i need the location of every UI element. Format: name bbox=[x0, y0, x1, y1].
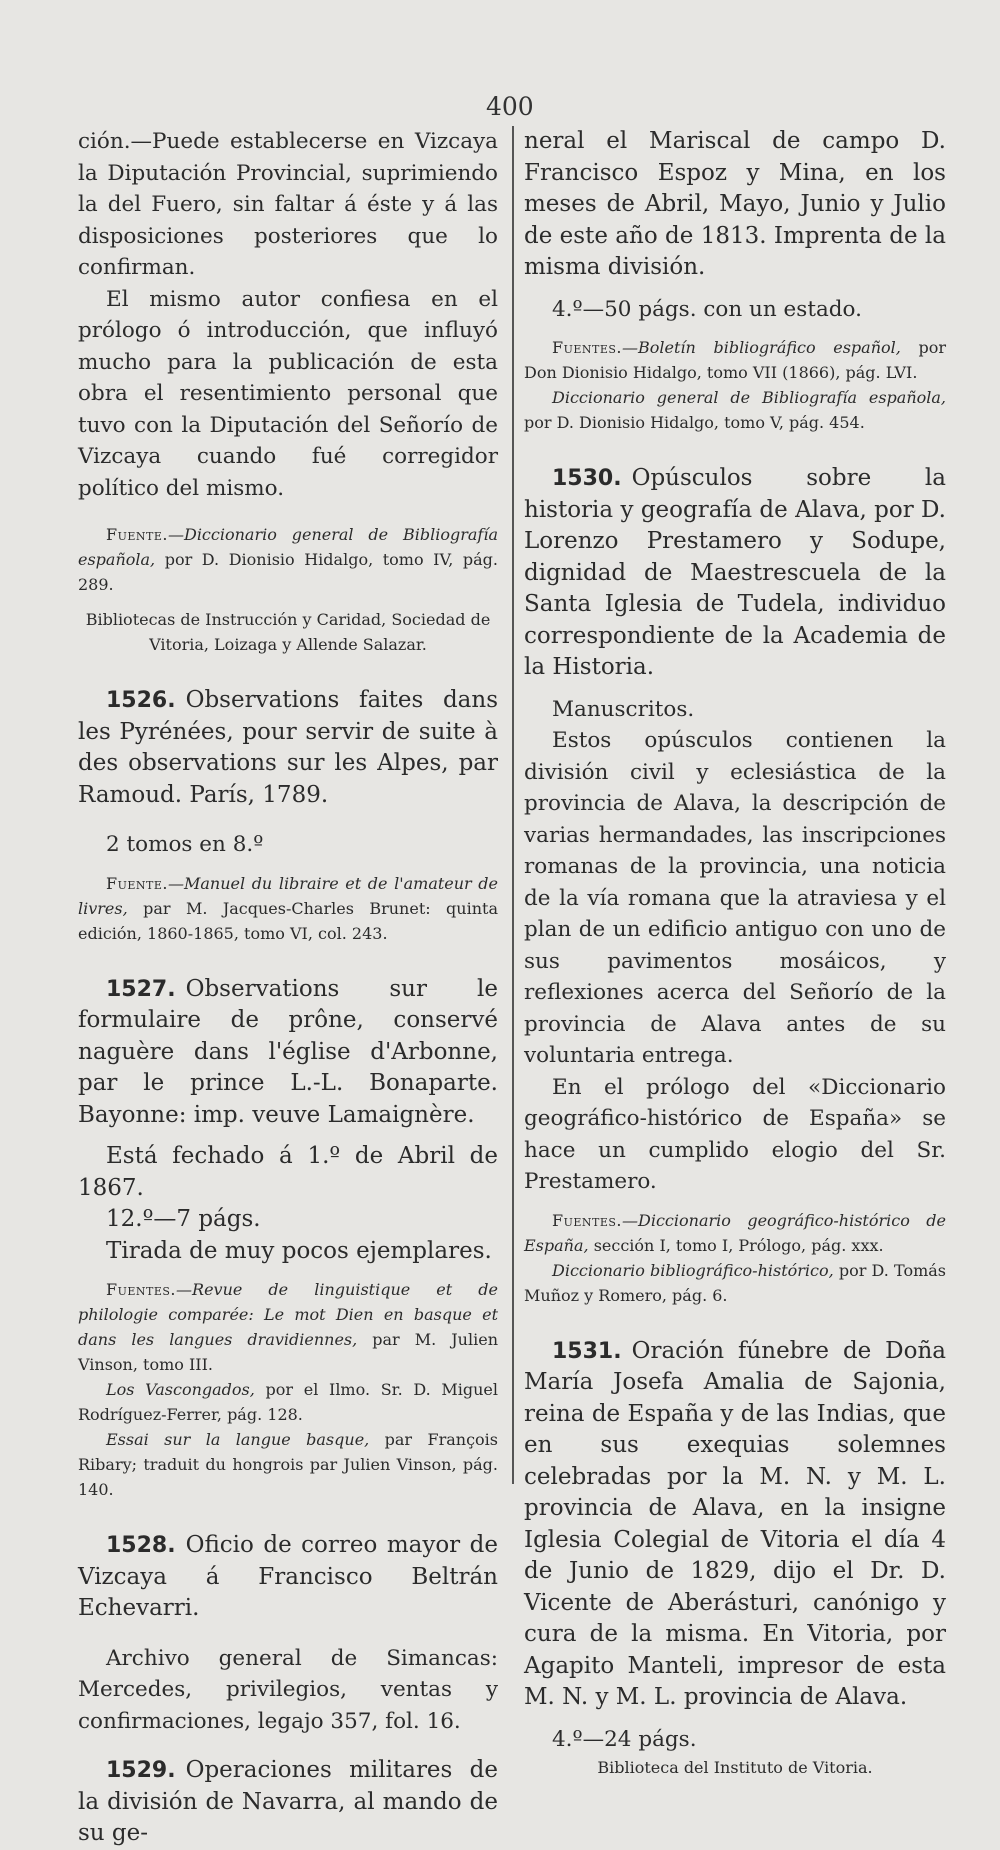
paragraph: ción.—Puede establecerse en Vizcaya la Diputación Provincial, suprimiendo la del Fuero, sin faltar á éste y á las disposiciones posteriores que lo confirman. bbox=[78, 129, 498, 280]
entry-number: 1526. bbox=[106, 688, 176, 713]
source-detail: por D. Dionisio Hidalgo, tomo IV, pág. 289. bbox=[78, 550, 498, 594]
note-line: Manuscritos. bbox=[552, 696, 695, 722]
source-note bbox=[78, 1427, 498, 1502]
entry-1530 bbox=[524, 463, 946, 684]
source-title: —Diccionario geográfico-histórico de España, bbox=[524, 1210, 946, 1255]
entry-1526 bbox=[78, 685, 498, 811]
format-line: 12.º—7 págs. bbox=[106, 1206, 261, 1232]
source-title: —Diccionario general de Bibliografía española, bbox=[78, 525, 498, 569]
entry-number: 1529. bbox=[106, 1758, 176, 1783]
source-label: Fuentes. bbox=[106, 1280, 177, 1299]
source-note bbox=[78, 1277, 498, 1377]
entry-number: 1530. bbox=[552, 466, 622, 491]
entry-number: 1528. bbox=[106, 1533, 176, 1558]
source-note bbox=[524, 1208, 946, 1258]
source-detail: par M. Julien Vinson, tomo III. bbox=[78, 1330, 498, 1374]
source-detail: por D. Tomás Muñoz y Romero, pág. 6. bbox=[524, 1260, 947, 1305]
entry-title: Oración fúnebre de Doña María Josefa Amalia de Sajonia, reina de España y de las Indias, que en sus exequias solemnes celebradas por la M. N. y M. L. provincia de Alava, en la insigne Iglesia Colegial de Vitoria el día 4 de Junio de 1829, dijo el Dr. D. Vicente de Aberásturi, canónigo y cura de la misma. En Vitoria, por Agapito Manteli, impresor de esta M. N. y M. L. provincia de Alava. bbox=[524, 1337, 946, 1710]
entry-1529 bbox=[78, 1755, 498, 1850]
right-column bbox=[524, 126, 946, 1780]
format-line: 4.º—50 págs. con un estado. bbox=[552, 296, 862, 322]
library-note: Biblioteca del Instituto de Vitoria. bbox=[597, 1758, 873, 1777]
entry-title: Oficio de correo mayor de Vizcaya á Francisco Beltrán Echevarri. bbox=[78, 1532, 498, 1621]
source-title: Essai sur la langue basque, bbox=[106, 1430, 370, 1449]
left-column bbox=[78, 126, 498, 1850]
source-note bbox=[524, 385, 946, 435]
archive-note: Archivo general de Simancas: Mercedes, privilegios, ventas y confirmaciones, legajo 357, fol. 16. bbox=[78, 1645, 498, 1734]
format-line: 4.º—24 págs. bbox=[552, 1726, 697, 1752]
source-detail: por el Ilmo. Sr. D. Miguel Rodríguez-Ferrer, pág. 128. bbox=[78, 1380, 498, 1424]
entry-title: Operaciones militares de la división de Navarra, al mando de su ge- bbox=[78, 1757, 498, 1846]
source-title: —Revue de linguistique et de philologie comparée: Le mot Dien en basque et dans les langues dravidiennes, bbox=[78, 1280, 498, 1349]
entry-1528 bbox=[78, 1530, 498, 1625]
entry-title: Observations sur le formulaire de prône, conservé naguère dans l'église d'Arbonne, par le prince L.-L. Bonaparte. Bayonne: imp. veuve Lamaignère. bbox=[78, 975, 498, 1128]
paragraph: En el prólogo del «Diccionario geográfico-histórico de España» se hace un cumplido elogio del Sr. Prestamero. bbox=[524, 1074, 946, 1194]
source-label: Fuente. bbox=[106, 873, 168, 893]
paragraph: Estos opúsculos contienen la división civil y eclesiástica de la provincia de Alava, la descripción de varias hermandades, las inscripciones romanas de la provincia, una noticia de la vía romana que la atraviesa y el plan de un edificio antiguo con uno de sus pavimentos mosáicos, y reflexiones acerca del Señorío de la provincia de Alava antes de su voluntaria entrega. bbox=[524, 728, 946, 1068]
source-title: Diccionario general de Bibliografía española, bbox=[552, 388, 946, 407]
entry-title: Observations faites dans les Pyrénées, pour servir de suite à des observations sur les Alpes, par Ramoud. París, 1789. bbox=[78, 687, 498, 808]
source-detail: sección I, tomo I, Prólogo, pág. xxx. bbox=[588, 1235, 884, 1255]
source-note bbox=[78, 522, 498, 597]
source-label: Fuente. bbox=[106, 525, 168, 544]
source-title: —Boletín bibliográfico español, bbox=[622, 338, 901, 357]
source-note bbox=[524, 335, 946, 385]
paragraph: El mismo autor confiesa en el prólogo ó introducción, que influyó mucho para la publicación de esta obra el resentimiento personal que tuvo con la Diputación del Señorío de Vizcaya cuando fué corregidor político del mismo. bbox=[78, 286, 498, 501]
source-detail: par François Ribary; traduit du hongrois par Julien Vinson, pág. 140. bbox=[78, 1430, 498, 1499]
source-label: Fuentes. bbox=[552, 1210, 623, 1230]
page-number: 400 bbox=[486, 92, 534, 121]
entry-title: Opúsculos sobre la historia y geografía de Alava, por D. Lorenzo Prestamero y Sodupe, dignidad de Maestrescuela de la Santa Iglesia de Tudela, individuo correspondiente de la Academia de la Historia. bbox=[524, 465, 946, 680]
source-note bbox=[78, 871, 498, 946]
source-title: Los Vascongados, bbox=[106, 1380, 255, 1399]
source-note bbox=[78, 1377, 498, 1427]
entry-1531 bbox=[524, 1336, 946, 1714]
source-title: —Manuel du libraire et de l'amateur de livres, bbox=[78, 873, 498, 918]
note-line: Tirada de muy pocos ejemplares. bbox=[106, 1237, 492, 1264]
format-line: 2 tomos en 8.º bbox=[106, 832, 264, 857]
column-divider bbox=[512, 126, 514, 1484]
source-detail: por D. Dionisio Hidalgo, tomo V, pág. 454. bbox=[524, 413, 865, 432]
entry-continuation: neral el Mariscal de campo D. Francisco Espoz y Mina, en los meses de Abril, Mayo, Junio y Julio de este año de 1813. Imprenta de la misma división. bbox=[524, 128, 946, 280]
source-detail: par M. Jacques-Charles Brunet: quinta edición, 1860-1865, tomo VI, col. 243. bbox=[78, 898, 498, 943]
source-title: Diccionario bibliográfico-histórico, bbox=[552, 1260, 834, 1280]
source-label: Fuentes. bbox=[552, 338, 623, 357]
note-line: Está fechado á 1.º de Abril de 1867. bbox=[78, 1143, 498, 1201]
entry-number: 1531. bbox=[552, 1338, 622, 1364]
entry-number: 1527. bbox=[106, 976, 176, 1002]
library-note: Bibliotecas de Instrucción y Caridad, Sociedad de Vitoria, Loizaga y Allende Salazar. bbox=[85, 610, 491, 654]
source-detail: por Don Dionisio Hidalgo, tomo VII (1866), pág. LVI. bbox=[524, 338, 947, 382]
entry-1527 bbox=[78, 974, 498, 1132]
source-note bbox=[524, 1258, 946, 1308]
